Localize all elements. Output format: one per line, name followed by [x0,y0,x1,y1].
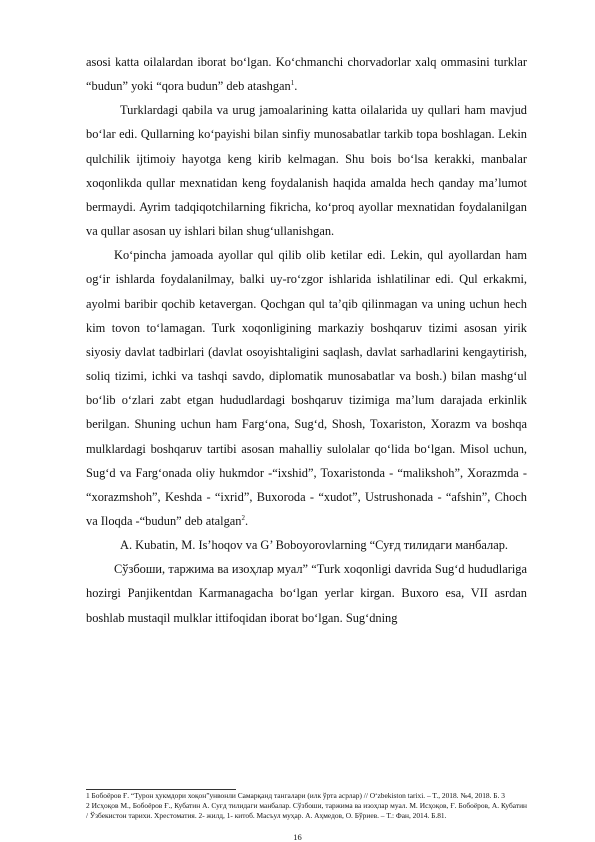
footnote-ref-1[interactable]: 1 [290,79,295,88]
paragraph-5: Сўзбоши, таржима ва изоҳлар муал” “Turk xoqonligi davrida Sug‘d hududlariga hozirgi Panjikentdan Karmanagacha bo‘lgan yerlar kirgan. Buxoro esa, VII asrdan boshlab mustaqil mulklar ittifoqidan iborat bo‘lgan. Sug‘dning [86,562,527,625]
main-text [86,50,527,630]
footnotes [86,791,527,822]
paragraph-4: A. Kubatin, M. Is’hoqov va G’ Boboyorovlarning “Суғд тилидаги манбалар. [120,538,508,553]
footnote-separator [86,789,236,790]
footnote-ref-2[interactable]: 2 [241,513,246,522]
page-number: 16 [293,832,302,842]
footnote-2: 2 Исҳоқов М., Бобоёров Ғ., Кубатин А. Суғд тилидаги манбалар. Сўзбоши, таржима ва изоҳлар муал. М. Исҳоқов, Ғ. Бобоёров, А. Кубатин / Ўзбекистон тарихи. Хрестоматия. 2- жилд, 1- китоб. Масъул муҳар. А. Аҳмедов, О. Бўриев. – Т.: Фан, 2014. Б.81. [86,801,527,821]
footnote-1: 1 Бобоёров Ғ. “Турон ҳукмдори хоқон”унвонли Самарқанд тангалари (илк ўрта асрлар) // O‘zbekiston tarixi. – T., 2018. №4, 2018. Б. 3 [86,791,505,800]
paragraph-2: Turklardagi qabila va urug jamoalarining katta oilalarida uy qullari ham mavjud bo‘lar edi. Qullarning ko‘payishi bilan sinfiy munosabatlar tarkib topa boshlagan. Lekin qulchilik ijtimoiy hayotga keng kirib kelmagan. Shu bois bo‘lsa kerakki, manbalar xoqonlikda qullar mexnatidan keng foydalanish haqida amalda hech qanday ma’lumot bermaydi. Ayrim tadqiqotchilarning fikricha, ko‘proq ayollar mexnatidan foydalanilgan va qullar asosan uy ishlari bilan shug‘ullanishgan. [86,103,527,239]
paragraph-3: Ko‘pincha jamoada ayollar qul qilib olib ketilar edi. Lekin, qul ayollardan ham og‘ir ishlarda foydalanilmay, balki uy-ro‘zgor ishlarida ishlatilinar edi. Qul erkakmi, ayolmi baribir qochib ketavergan. Qochgan qul ta’qib qilinmagan va uning uchun hech kim tovon to‘lamagan. Turk xoqonligining markaziy boshqaruv tizimi asosan yirik siyosiy davlat tadbirlari (davlat osoyishtaligini saqlash, davlat sarhadlarini kengaytirish, soliq tizimi, ichki va tashqi savdo, diplomatik munosabatlar va bosh.) bilan mashg‘ul bo‘lib o‘zlari zabt etgan hududlardagi boshqaruv tizimiga ma’lum darajada erkinlik berilgan. Shuning uchun ham Farg‘ona, Sug‘d, Shosh, Toxariston, Xorazm va boshqa mulklardagi boshqaruv tartibi asosan mahalliy sulolalar qo‘lida bo‘lgan. Misol uchun, Sug‘d va Farg‘onada oliy hukmdor -“ixshid”, Toxaristonda - “malikshoh”, Xorazmda - “xorazmshoh”, Keshda - “ixrid”, Buxoroda - “xudot”, Ustrushonada - “afshin”, Choch va Iloqda -“budun” deb atalgan$^2$. [86,248,527,528]
paragraph-1: asosi katta oilalardan iborat bo‘lgan. Ko‘chmanchi chorvadorlar xalq ommasini turklar “budun” yoki “qora budun” deb atashgan$^1$. [86,55,527,94]
